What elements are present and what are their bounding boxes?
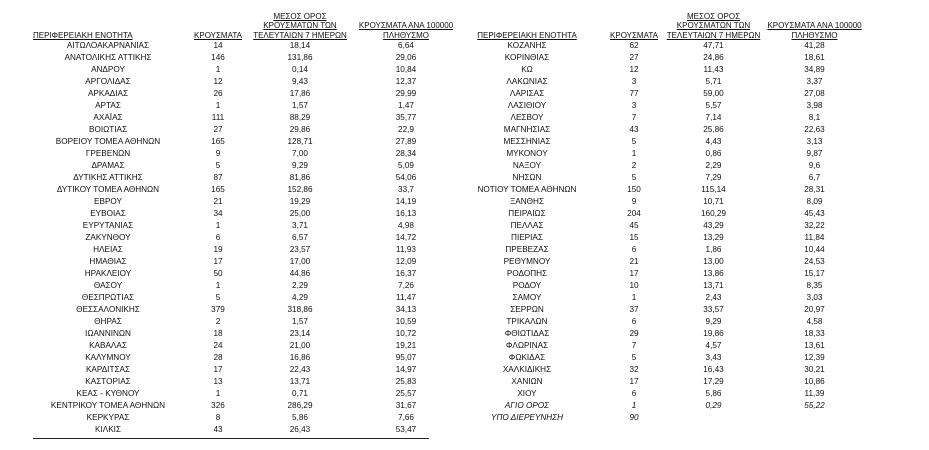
cases-cell: 17 bbox=[629, 269, 639, 278]
per-100k-cell: 22,63 bbox=[804, 125, 825, 134]
region-cell: ΚΕΑΣ - ΚΥΘΝΟΥ bbox=[76, 389, 140, 398]
cases-cell: 5 bbox=[215, 293, 221, 302]
per-100k-cell: 25,57 bbox=[395, 389, 417, 398]
avg-7-days-cell: 2,29 bbox=[292, 281, 308, 290]
region-cell: ΘΑΣΟΥ bbox=[93, 281, 123, 290]
header-avg-7-days: ΜΕΣΟΣ ΟΡΟΣ ΚΡΟΥΣΜΑΤΩΝ ΤΩΝ ΤΕΛΕΥΤΑΙΩΝ 7 ΗΜΕΡΩΝ bbox=[666, 11, 761, 40]
region-cell: ΡΕΘΥΜΝΟΥ bbox=[503, 257, 551, 266]
avg-7-days-cell: 7,00 bbox=[292, 149, 308, 158]
cases-cell: 1 bbox=[631, 293, 637, 302]
per-100k-cell: 45,43 bbox=[804, 209, 825, 218]
region-cell: ΚΑΒΑΛΑΣ bbox=[89, 341, 127, 350]
region-cell: ΡΟΔΟΥ bbox=[512, 281, 542, 290]
cases-cell: 43 bbox=[629, 125, 639, 134]
region-cell: ΝΑΞΟΥ bbox=[512, 161, 542, 170]
region-cell: ΚΑΣΤΟΡΙΑΣ bbox=[85, 377, 131, 386]
per-100k-cell: 4,58 bbox=[806, 317, 823, 326]
per-100k-cell: 29,06 bbox=[395, 53, 417, 62]
cases-cell: 17 bbox=[629, 377, 639, 386]
cases-cell: 32 bbox=[629, 365, 639, 374]
per-100k-cell: 95,07 bbox=[395, 353, 417, 362]
cases-cell: 1 bbox=[215, 221, 221, 230]
per-100k-cell: 30,21 bbox=[804, 365, 825, 374]
region-cell: ΔΡΑΜΑΣ bbox=[91, 161, 125, 170]
region-cell: ΚΑΡΔΙΤΣΑΣ bbox=[85, 365, 131, 374]
avg-7-days-cell: 3,71 bbox=[292, 221, 308, 230]
per-100k-cell: 34,89 bbox=[804, 65, 825, 74]
per-100k-cell: 3,03 bbox=[806, 293, 823, 302]
region-cell: ΚΕΡΚΥΡΑΣ bbox=[86, 413, 130, 422]
avg-7-days-cell: 18,14 bbox=[289, 41, 311, 50]
avg-7-days-cell: 0,71 bbox=[292, 389, 308, 398]
cases-cell: 24 bbox=[213, 341, 223, 350]
region-cell: ΚΟΖΑΝΗΣ bbox=[507, 41, 547, 50]
region-cell: ΦΩΚΙΔΑΣ bbox=[508, 353, 546, 362]
region-cell: ΑΝΔΡΟΥ bbox=[91, 65, 125, 74]
per-100k-cell: 9,87 bbox=[806, 149, 823, 158]
cases-cell: 87 bbox=[213, 173, 223, 182]
per-100k-cell: 8,35 bbox=[806, 281, 823, 290]
per-100k-cell: 53,47 bbox=[395, 425, 417, 434]
cases-cell: 1 bbox=[631, 401, 637, 410]
region-cell: ΑΧΑΪΑΣ bbox=[93, 113, 123, 122]
cases-cell: 21 bbox=[629, 257, 639, 266]
per-100k-cell: 10,59 bbox=[395, 317, 417, 326]
cases-cell: 17 bbox=[213, 257, 223, 266]
cases-cell: 5 bbox=[215, 161, 221, 170]
cases-cell: 5 bbox=[631, 353, 637, 362]
per-100k-cell: 3,37 bbox=[806, 77, 823, 86]
per-100k-cell: 11,84 bbox=[804, 233, 825, 242]
per-100k-cell: 14,19 bbox=[395, 197, 417, 206]
per-100k-cell: 8,1 bbox=[808, 113, 821, 122]
avg-7-days-cell: 1,57 bbox=[292, 317, 308, 326]
per-100k-cell: 22,9 bbox=[398, 125, 414, 134]
cases-cell: 9 bbox=[631, 197, 637, 206]
per-100k-cell: 33,7 bbox=[398, 185, 414, 194]
region-cell: ΑΡΚΑΔΙΑΣ bbox=[87, 89, 129, 98]
cases-cell: 28 bbox=[213, 353, 223, 362]
cases-cell: 37 bbox=[629, 305, 639, 314]
avg-7-days-cell: 25,86 bbox=[703, 125, 724, 134]
region-cell: ΒΟΡΕΙΟΥ ΤΟΜΕΑ ΑΘΗΝΩΝ bbox=[55, 137, 161, 146]
region-cell: ΓΡΕΒΕΝΩΝ bbox=[85, 149, 131, 158]
avg-7-days-cell: 13,29 bbox=[703, 233, 724, 242]
per-100k-cell: 13,61 bbox=[804, 341, 825, 350]
per-100k-cell: 9,6 bbox=[808, 161, 821, 170]
region-cell: ΣΕΡΡΩΝ bbox=[510, 305, 544, 314]
cases-cell: 9 bbox=[215, 149, 221, 158]
per-100k-cell: 10,72 bbox=[395, 329, 417, 338]
region-cell: ΙΩΑΝΝΙΝΩΝ bbox=[85, 329, 131, 338]
avg-7-days-cell: 17,29 bbox=[703, 377, 724, 386]
cases-cell: 146 bbox=[211, 53, 225, 62]
avg-7-days-cell: 6,57 bbox=[292, 233, 308, 242]
region-cell: ΑΓΙΟ ΟΡΟΣ bbox=[504, 401, 550, 410]
per-100k-cell: 34,13 bbox=[395, 305, 417, 314]
region-cell: ΕΥΡΥΤΑΝΙΑΣ bbox=[82, 221, 134, 230]
region-cell: ΗΜΑΘΙΑΣ bbox=[89, 257, 127, 266]
cases-cell: 3 bbox=[631, 77, 637, 86]
region-cell: ΕΒΡΟΥ bbox=[94, 197, 122, 206]
header-cases: ΚΡΟΥΣΜΑΤΑ bbox=[194, 30, 242, 40]
cases-cell: 2 bbox=[215, 317, 221, 326]
cases-cell: 18 bbox=[213, 329, 223, 338]
per-100k-cell: 14,72 bbox=[395, 233, 417, 242]
cases-cell: 150 bbox=[627, 185, 641, 194]
cases-cell: 90 bbox=[629, 413, 639, 422]
per-100k-cell: 11,47 bbox=[396, 293, 416, 302]
cases-cell: 3 bbox=[631, 101, 637, 110]
per-100k-cell: 12,37 bbox=[395, 77, 417, 86]
avg-7-days-cell: 17,00 bbox=[289, 257, 311, 266]
cases-cell: 2 bbox=[631, 161, 637, 170]
avg-7-days-cell: 26,43 bbox=[289, 425, 311, 434]
per-100k-cell: 7,66 bbox=[398, 413, 414, 422]
region-cell: ΜΥΚΟΝΟΥ bbox=[506, 149, 548, 158]
avg-7-days-cell: 0,86 bbox=[705, 149, 722, 158]
per-100k-cell: 14,97 bbox=[395, 365, 417, 374]
cases-cell: 6 bbox=[631, 245, 637, 254]
per-100k-cell: 20,97 bbox=[804, 305, 825, 314]
region-cell: ΧΙΟΥ bbox=[517, 389, 537, 398]
avg-7-days-cell: 16,43 bbox=[703, 365, 724, 374]
cases-cell: 6 bbox=[631, 389, 637, 398]
region-cell: ΦΛΩΡΙΝΑΣ bbox=[505, 341, 549, 350]
region-cell: ΧΑΛΚΙΔΙΚΗΣ bbox=[502, 365, 552, 374]
cases-cell: 1 bbox=[215, 389, 221, 398]
avg-7-days-cell: 2,43 bbox=[705, 293, 722, 302]
avg-7-days-cell: 131,86 bbox=[287, 53, 313, 62]
cases-cell: 77 bbox=[629, 89, 639, 98]
cases-cell: 1 bbox=[215, 65, 221, 74]
cases-cell: 165 bbox=[211, 185, 225, 194]
cases-cell: 1 bbox=[215, 281, 221, 290]
avg-7-days-cell: 5,71 bbox=[705, 77, 722, 86]
per-100k-cell: 28,34 bbox=[395, 149, 417, 158]
cases-cell: 15 bbox=[629, 233, 639, 242]
region-cell: ΚΙΛΚΙΣ bbox=[94, 425, 121, 434]
cases-cell: 204 bbox=[627, 209, 641, 218]
avg-7-days-cell: 22,43 bbox=[289, 365, 311, 374]
per-100k-cell: 12,09 bbox=[395, 257, 417, 266]
cases-cell: 6 bbox=[631, 317, 637, 326]
avg-7-days-cell: 115,14 bbox=[701, 185, 726, 194]
avg-7-days-cell: 286,29 bbox=[287, 401, 313, 410]
avg-7-days-cell: 1,57 bbox=[292, 101, 308, 110]
per-100k-cell: 18,61 bbox=[804, 53, 825, 62]
cases-cell: 5 bbox=[631, 173, 637, 182]
cases-cell: 62 bbox=[629, 41, 639, 50]
region-cell: ΡΟΔΟΠΗΣ bbox=[506, 269, 548, 278]
avg-7-days-cell: 23,14 bbox=[289, 329, 311, 338]
avg-7-days-cell: 160,29 bbox=[700, 209, 727, 218]
avg-7-days-cell: 13,71 bbox=[703, 281, 724, 290]
region-cell: ΦΘΙΩΤΙΔΑΣ bbox=[504, 329, 550, 338]
cases-cell: 1 bbox=[631, 149, 637, 158]
per-100k-cell: 7,26 bbox=[398, 281, 414, 290]
per-100k-cell: 54,06 bbox=[395, 173, 417, 182]
region-cell: ΖΑΚΥΝΘΟΥ bbox=[85, 233, 131, 242]
per-100k-cell: 25,83 bbox=[395, 377, 417, 386]
header-per-100k: ΚΡΟΥΣΜΑΤΑ ΑΝΑ 100000 ΠΛΗΘΥΣΜΟ bbox=[767, 21, 862, 40]
region-cell: ΜΕΣΣΗΝΙΑΣ bbox=[503, 137, 551, 146]
region-cell: ΚΕΝΤΡΙΚΟΥ ΤΟΜΕΑ ΑΘΗΝΩΝ bbox=[50, 401, 166, 410]
cases-cell: 43 bbox=[213, 425, 223, 434]
header-cases: ΚΡΟΥΣΜΑΤΑ bbox=[610, 30, 658, 40]
per-100k-cell: 16,37 bbox=[395, 269, 417, 278]
avg-7-days-cell: 16,86 bbox=[289, 353, 311, 362]
region-cell: ΛΑΡΙΣΑΣ bbox=[509, 89, 545, 98]
avg-7-days-cell: 9,43 bbox=[292, 77, 308, 86]
avg-7-days-cell: 152,86 bbox=[287, 185, 313, 194]
avg-7-days-cell: 11,43 bbox=[703, 65, 724, 74]
avg-7-days-cell: 25,00 bbox=[289, 209, 311, 218]
per-100k-cell: 29,99 bbox=[395, 89, 417, 98]
region-cell: ΣΑΜΟΥ bbox=[512, 293, 542, 302]
region-cell: ΝΟΤΙΟΥ ΤΟΜΕΑ ΑΘΗΝΩΝ bbox=[477, 185, 577, 194]
avg-7-days-cell: 47,71 bbox=[703, 41, 724, 50]
per-100k-cell: 32,22 bbox=[804, 221, 825, 230]
per-100k-cell: 31,67 bbox=[395, 401, 417, 410]
region-cell: ΗΛΕΙΑΣ bbox=[93, 245, 123, 254]
region-cell: ΔΥΤΙΚΗΣ ΑΤΤΙΚΗΣ bbox=[73, 173, 143, 182]
avg-7-days-cell: 13,71 bbox=[289, 377, 311, 386]
avg-7-days-cell: 4,43 bbox=[705, 137, 722, 146]
per-100k-cell: 10,86 bbox=[804, 377, 825, 386]
header-per-100k: ΚΡΟΥΣΜΑΤΑ ΑΝΑ 100000 ΠΛΗΘΥΣΜΟ bbox=[358, 21, 454, 40]
avg-7-days-cell: 59,00 bbox=[703, 89, 724, 98]
avg-7-days-cell: 19,86 bbox=[703, 329, 724, 338]
avg-7-days-cell: 4,29 bbox=[292, 293, 308, 302]
per-100k-cell: 11,39 bbox=[804, 389, 825, 398]
per-100k-cell: 28,31 bbox=[804, 185, 825, 194]
region-cell: ΚΩ bbox=[521, 65, 533, 74]
avg-7-days-cell: 5,57 bbox=[705, 101, 722, 110]
avg-7-days-cell: 4,57 bbox=[705, 341, 722, 350]
avg-7-days-cell: 13,86 bbox=[703, 269, 724, 278]
per-100k-cell: 6,7 bbox=[808, 173, 821, 182]
avg-7-days-cell: 5,86 bbox=[705, 389, 722, 398]
region-cell: ΞΑΝΘΗΣ bbox=[509, 197, 545, 206]
region-cell: ΛΕΣΒΟΥ bbox=[510, 113, 544, 122]
cases-cell: 1 bbox=[215, 101, 221, 110]
per-100k-cell: 1,47 bbox=[398, 101, 414, 110]
cases-cell: 45 bbox=[629, 221, 639, 230]
per-100k-cell: 12,39 bbox=[804, 353, 825, 362]
avg-7-days-cell: 81,86 bbox=[289, 173, 311, 182]
per-100k-cell: 41,28 bbox=[804, 41, 825, 50]
avg-7-days-cell: 7,29 bbox=[705, 173, 722, 182]
cases-cell: 6 bbox=[215, 233, 221, 242]
avg-7-days-cell: 29,86 bbox=[289, 125, 311, 134]
header-avg-7-days: ΜΕΣΟΣ ΟΡΟΣ ΚΡΟΥΣΜΑΤΩΝ ΤΩΝ ΤΕΛΕΥΤΑΙΩΝ 7 ΗΜΕΡΩΝ bbox=[253, 11, 347, 40]
per-100k-cell: 35,77 bbox=[395, 113, 417, 122]
avg-7-days-cell: 0,29 bbox=[705, 401, 722, 410]
cases-cell: 27 bbox=[629, 53, 639, 62]
cases-cell: 7 bbox=[631, 341, 637, 350]
per-100k-cell: 55,22 bbox=[804, 401, 825, 410]
per-100k-cell: 16,13 bbox=[395, 209, 417, 218]
region-cell: ΑΡΓΟΛΙΔΑΣ bbox=[85, 77, 131, 86]
per-100k-cell: 15,17 bbox=[804, 269, 825, 278]
cases-cell: 326 bbox=[211, 401, 225, 410]
region-cell: ΕΥΒΟΙΑΣ bbox=[90, 209, 126, 218]
per-100k-cell: 27,08 bbox=[804, 89, 825, 98]
avg-7-days-cell: 17,86 bbox=[289, 89, 311, 98]
cases-cell: 379 bbox=[211, 305, 225, 314]
avg-7-days-cell: 10,71 bbox=[703, 197, 724, 206]
cases-cell: 7 bbox=[631, 113, 637, 122]
avg-7-days-cell: 318,86 bbox=[287, 305, 313, 314]
cases-cell: 14 bbox=[213, 41, 223, 50]
per-100k-cell: 11,93 bbox=[396, 245, 416, 254]
cases-cell: 5 bbox=[631, 137, 637, 146]
avg-7-days-cell: 44,86 bbox=[289, 269, 311, 278]
per-100k-cell: 3,98 bbox=[806, 101, 823, 110]
region-cell: ΗΡΑΚΛΕΙΟΥ bbox=[84, 269, 132, 278]
region-cell: ΑΝΑΤΟΛΙΚΗΣ ΑΤΤΙΚΗΣ bbox=[64, 53, 152, 62]
region-cell: ΘΕΣΠΡΩΤΙΑΣ bbox=[81, 293, 135, 302]
cases-cell: 17 bbox=[213, 365, 223, 374]
cases-cell: 111 bbox=[211, 113, 225, 122]
cases-cell: 29 bbox=[629, 329, 639, 338]
region-cell: ΤΡΙΚΑΛΩΝ bbox=[506, 317, 548, 326]
avg-7-days-cell: 88,29 bbox=[289, 113, 311, 122]
cases-cell: 27 bbox=[213, 125, 223, 134]
header-region: ΠΕΡΙΦΕΡΕΙΑΚΗ ΕΝΟΤΗΤΑ bbox=[477, 30, 577, 40]
region-cell: ΛΑΚΩΝΙΑΣ bbox=[506, 77, 548, 86]
avg-7-days-cell: 128,71 bbox=[287, 137, 313, 146]
per-100k-cell: 4,98 bbox=[398, 221, 414, 230]
cases-cell: 13 bbox=[213, 377, 223, 386]
avg-7-days-cell: 7,14 bbox=[705, 113, 722, 122]
avg-7-days-cell: 43,29 bbox=[703, 221, 724, 230]
cases-cell: 8 bbox=[215, 413, 221, 422]
per-100k-cell: 10,84 bbox=[395, 65, 417, 74]
avg-7-days-cell: 0,14 bbox=[292, 65, 308, 74]
region-cell: ΚΟΡΙΝΘΙΑΣ bbox=[504, 53, 550, 62]
per-100k-cell: 5,09 bbox=[398, 161, 414, 170]
avg-7-days-cell: 9,29 bbox=[292, 161, 308, 170]
avg-7-days-cell: 3,43 bbox=[705, 353, 722, 362]
region-cell: ΘΕΣΣΑΛΟΝΙΚΗΣ bbox=[76, 305, 140, 314]
region-cell: ΠΕΙΡΑΙΩΣ bbox=[508, 209, 546, 218]
avg-7-days-cell: 2,29 bbox=[705, 161, 722, 170]
avg-7-days-cell: 1,86 bbox=[705, 245, 722, 254]
region-cell: ΧΑΝΙΩΝ bbox=[511, 377, 543, 386]
per-100k-cell: 6,64 bbox=[398, 41, 414, 50]
avg-7-days-cell: 21,00 bbox=[289, 341, 311, 350]
per-100k-cell: 18,33 bbox=[804, 329, 825, 338]
per-100k-cell: 24,53 bbox=[804, 257, 825, 266]
region-cell: ΠΙΕΡΙΑΣ bbox=[511, 233, 543, 242]
avg-7-days-cell: 24,86 bbox=[703, 53, 724, 62]
avg-7-days-cell: 23,57 bbox=[289, 245, 311, 254]
region-cell: ΠΡΕΒΕΖΑΣ bbox=[505, 245, 549, 254]
per-100k-cell: 27,89 bbox=[395, 137, 417, 146]
bottom-divider bbox=[33, 438, 429, 439]
region-cell: ΛΑΣΙΘΙΟΥ bbox=[507, 101, 547, 110]
region-cell: ΠΕΛΛΑΣ bbox=[510, 221, 544, 230]
region-cell: ΒΟΙΩΤΙΑΣ bbox=[88, 125, 128, 134]
cases-cell: 26 bbox=[213, 89, 223, 98]
cases-cell: 19 bbox=[213, 245, 223, 254]
per-100k-cell: 3,13 bbox=[806, 137, 823, 146]
avg-7-days-cell: 19,29 bbox=[289, 197, 311, 206]
per-100k-cell: 10,44 bbox=[804, 245, 825, 254]
region-cell: ΔΥΤΙΚΟΥ ΤΟΜΕΑ ΑΘΗΝΩΝ bbox=[56, 185, 160, 194]
cases-cell: 10 bbox=[629, 281, 639, 290]
cases-cell: 165 bbox=[211, 137, 225, 146]
header-region: ΠΕΡΙΦΕΡΕΙΑΚΗ ΕΝΟΤΗΤΑ bbox=[33, 30, 133, 40]
region-cell: ΜΑΓΝΗΣΙΑΣ bbox=[503, 125, 551, 134]
avg-7-days-cell: 13,00 bbox=[703, 257, 724, 266]
cases-cell: 21 bbox=[213, 197, 223, 206]
region-cell: ΑΡΤΑΣ bbox=[95, 101, 121, 110]
cases-cell: 12 bbox=[213, 77, 223, 86]
per-100k-cell: 19,21 bbox=[395, 341, 417, 350]
region-cell: ΥΠΟ ΔΙΕΡΕΥΝΗΣΗ bbox=[491, 413, 563, 422]
region-cell: ΑΙΤΩΛΟΑΚΑΡΝΑΝΙΑΣ bbox=[66, 41, 150, 50]
cases-cell: 50 bbox=[213, 269, 223, 278]
avg-7-days-cell: 33,57 bbox=[703, 305, 724, 314]
per-100k-cell: 8,09 bbox=[806, 197, 823, 206]
region-cell: ΚΑΛΥΜΝΟΥ bbox=[85, 353, 131, 362]
region-cell: ΝΗΣΩΝ bbox=[512, 173, 542, 182]
avg-7-days-cell: 5,86 bbox=[292, 413, 308, 422]
cases-cell: 12 bbox=[629, 65, 639, 74]
avg-7-days-cell: 9,29 bbox=[705, 317, 722, 326]
region-cell: ΘΗΡΑΣ bbox=[94, 317, 122, 326]
cases-cell: 34 bbox=[213, 209, 223, 218]
